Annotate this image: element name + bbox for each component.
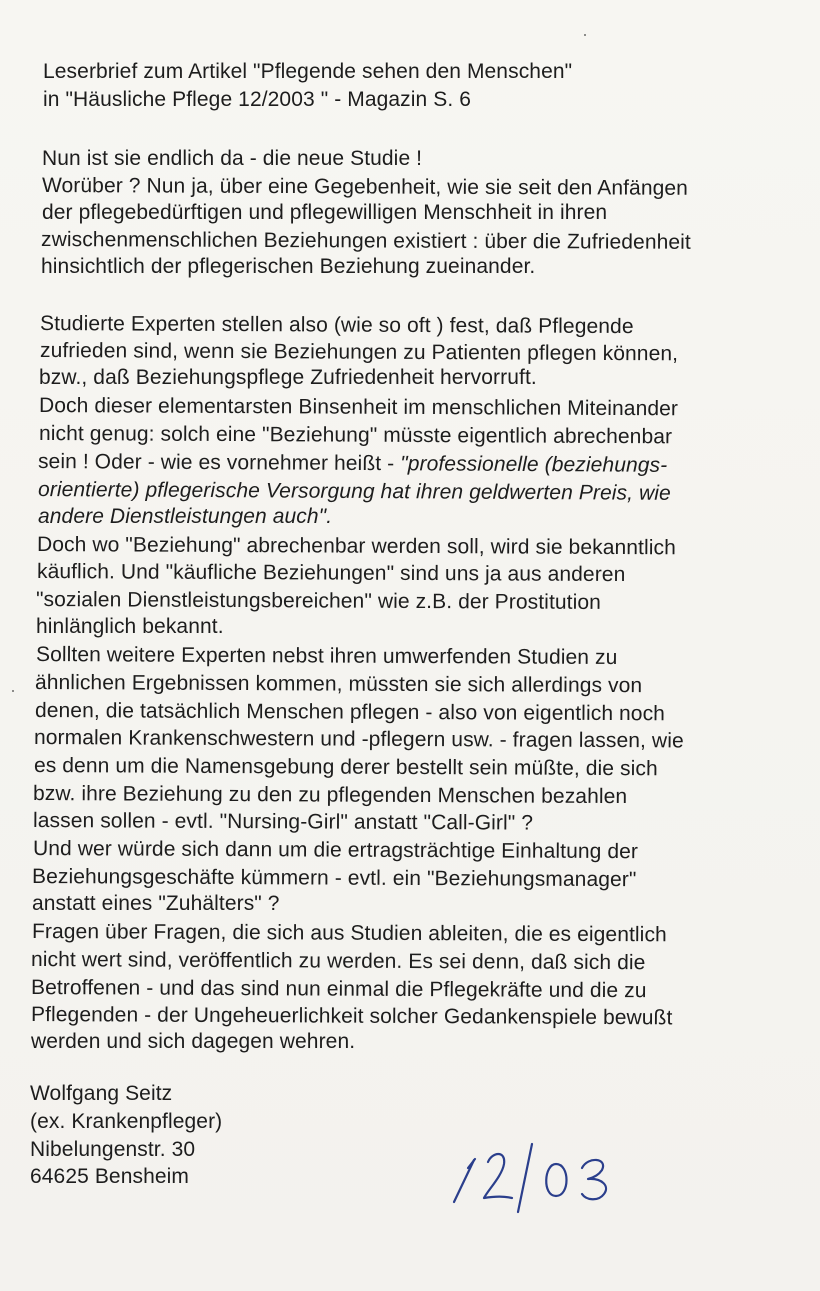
body-line: es denn um die Namensgebung derer bestellt sein müßte, die sich [33,754,658,781]
body-line: hinlänglich bekannt. [36,615,224,638]
signature-role: (ex. Krankenpfleger) [30,1110,223,1133]
intro-line: Nun ist sie endlich da - die neue Studie ! [42,147,423,170]
body-line: Pflegenden - der Ungeheuerlichkeit solcher Gedankenspiele bewußt [30,1003,673,1030]
intro-line: der pflegebedürftigen und pflegewilligen Menschheit in ihren [42,201,608,224]
body-line: "sozialen Dienstleistungsbereichen" wie z.B. der Prostitution [35,588,602,614]
body-line: Sollten weitere Experten nebst ihren umwerfenden Studien zu [35,643,618,670]
body-line: nicht genug: solch eine "Beziehung" müsste eigentlich abrechenbar [38,422,673,449]
quote-line: andere Dienstleistungen auch". [38,505,333,528]
body-line: Beziehungsgeschäfte kümmern - evtl. ein "Beziehungsmanager" [31,865,637,892]
body-line-regular: sein ! Oder - wie es vornehmer heißt - [37,450,401,476]
letter-subject-line-1: Leserbrief zum Artikel "Pflegende sehen den Menschen" [43,60,573,83]
body-line: zufrieden sind, wenn sie Beziehungen zu Patienten pflegen können, [39,339,679,366]
body-line: bzw. ihre Beziehung zu den zu pflegenden Menschen bezahlen [32,782,628,809]
body-line [38,448,667,479]
quote-line: orientierte) pflegerische Versorgung hat ihren geldwerten Preis, wie [37,478,671,505]
body-line: Betroffenen - und das sind nun einmal die Pflegekräfte und die zu [30,976,647,1003]
intro-line: Worüber ? Nun ja, über eine Gegebenheit, wie sie seit den Anfängen [41,174,689,200]
body-line: normalen Krankenschwestern und -pflegern usw. - fragen lassen, wie [33,726,684,753]
body-line: lassen sollen - evtl. "Nursing-Girl" anstatt "Call-Girl" ? [32,809,534,835]
scan-speck [584,34,586,36]
body-line: werden und sich dagegen wehren. [31,1030,356,1053]
body-line: Doch dieser elementarsten Binsenheit im menschlichen Miteinander [38,394,679,421]
signature-street: Nibelungenstr. 30 [30,1138,196,1161]
handwritten-date-note [448,1138,628,1218]
body-line: Studierte Experten stellen also (wie so oft ) fest, daß Pflegende [39,312,634,339]
scan-speck [12,690,14,692]
body-line: bzw., daß Beziehungspflege Zufriedenheit hervorruft. [39,366,537,389]
handwritten-date-drawing [448,1138,628,1218]
signature-name: Wolfgang Seitz [30,1082,173,1105]
body-line: Doch wo "Beziehung" abrechenbar werden soll, wird sie bekanntlich [36,533,676,560]
body-line: nicht wert sind, veröffentlich zu werden. Es sei denn, daß sich die [30,948,646,975]
body-line: anstatt eines "Zuhälters" ? [32,892,280,915]
letter-subject-line-2: in "Häusliche Pflege 12/2003 " - Magazin S. 6 [43,88,471,111]
intro-line: zwischenmenschlichen Beziehungen existiert : über die Zufriedenheit [40,228,691,254]
signature-city: 64625 Bensheim [30,1165,190,1188]
body-line: ähnlichen Ergebnissen kommen, müssten sie sich allerdings von [34,671,643,698]
body-line: denen, die tatsächlich Menschen pflegen - also von eigentlich noch [34,699,666,726]
body-line: Fragen über Fragen, die sich aus Studien ableiten, die es eigentlich [31,920,667,947]
body-line: käuflich. Und "käufliche Beziehungen" sind uns ja aus anderen [36,560,626,587]
intro-line: hinsichtlich der pflegerischen Beziehung zueinander. [41,255,536,278]
body-line: Und wer würde sich dann um die ertragsträchtige Einhaltung der [32,837,639,864]
quote-text: "professionelle (beziehungs- [400,452,668,477]
